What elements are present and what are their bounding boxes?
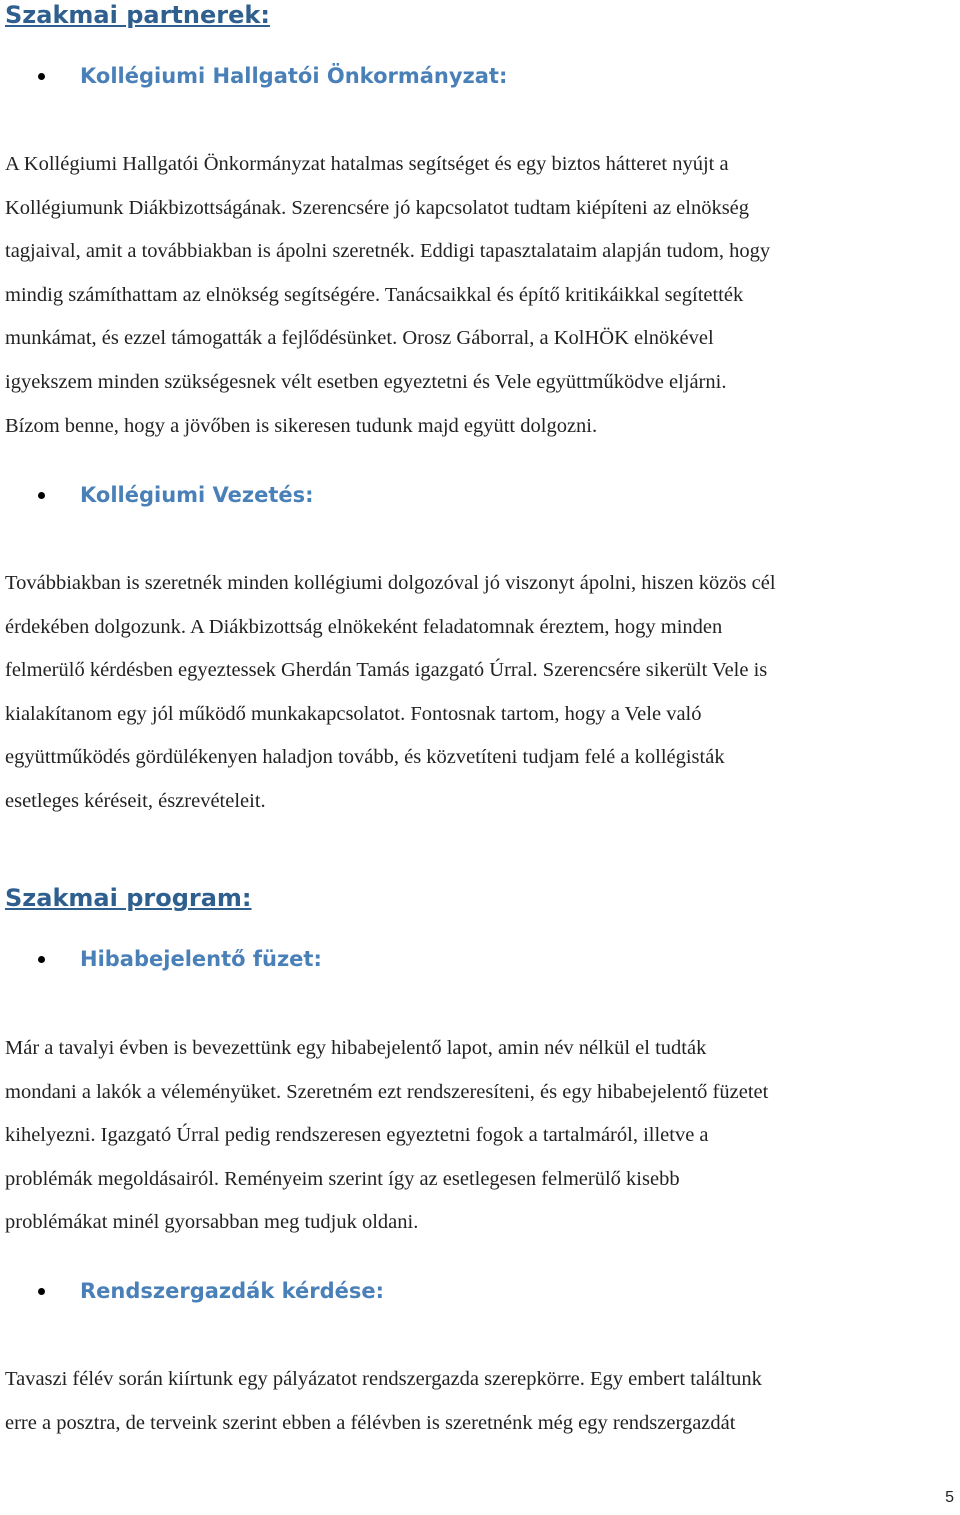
paragraph-line: Már a tavalyi évben is bevezettünk egy hibabejelentő lapot, amin név nélkül el tudták xyxy=(5,1037,707,1059)
paragraph-line: esetleges kéréseit, észrevételeit. xyxy=(5,789,266,812)
paragraph-line: Kollégiumunk Diákbizottságának. Szerencsére jó kapcsolatot tudtam kiépíteni az elnökség xyxy=(5,196,750,219)
paragraph-kollegiumi-vezetes xyxy=(5,562,957,824)
paragraph-line: Bízom benne, hogy a jövőben is sikeresen tudunk majd együtt dolgozni. xyxy=(5,414,598,437)
paragraph-line: kihelyezni. Igazgató Úrral pedig rendszeresen egyeztetni fogok a tartalmáról, illetve a xyxy=(5,1124,709,1147)
paragraph-line: kialakítanom egy jól működő munkakapcsolatot. Fontosnak tartom, hogy a Vele való xyxy=(5,702,702,725)
bullet-icon xyxy=(38,956,45,963)
subsection-title-kolhok: Kollégiumi Hallgatói Önkormányzat: xyxy=(80,64,508,88)
paragraph-line: munkámat, és ezzel támogatták a fejlődésünket. Orosz Gáborral, a KolHÖK elnökével xyxy=(5,327,714,350)
subsection-title-rendszergazdak-kerdese: Rendszergazdák kérdése: xyxy=(80,1279,385,1303)
paragraph-line: Továbbiakban is szeretnék minden kollégiumi dolgozóval jó viszonyt ápolni, hiszen közös cél xyxy=(5,572,776,594)
bullet-item xyxy=(0,1275,960,1307)
paragraph-rendszergazdak-kerdese xyxy=(5,1358,957,1445)
paragraph-kolhok xyxy=(5,143,957,448)
subsection-title-hibabejelento-fuzet: Hibabejelentő füzet: xyxy=(80,947,322,971)
paragraph-line: mondani a lakók a véleményüket. Szeretném ezt rendszeresíteni, és egy hibabejelentő füzetet xyxy=(5,1080,769,1103)
bullet-item xyxy=(0,60,960,92)
section-heading-szakmai-program: Szakmai program: xyxy=(5,884,252,912)
paragraph-line: tagjaival, amit a továbbiakban is ápolni szeretnék. Eddigi tapasztalataim alapján tudom, hogy xyxy=(5,240,771,263)
paragraph-line: érdekében dolgozunk. A Diákbizottság elnökeként feladatomnak éreztem, hogy minden xyxy=(5,615,723,638)
bullet-icon xyxy=(38,73,45,80)
paragraph-line: együttműködés gördülékenyen haladjon tovább, és közvetíteni tudjam felé a kollégisták xyxy=(5,746,725,769)
paragraph-line: felmerülő kérdésben egyeztessek Gherdán Tamás igazgató Úrral. Szerencsére sikerült Vele is xyxy=(5,659,768,682)
section-heading-szakmai-partnerek: Szakmai partnerek: xyxy=(5,1,270,29)
paragraph-line: mindig számíthattam az elnökség segítségére. Tanácsaikkal és építő kritikáikkal segítették xyxy=(5,283,744,306)
bullet-item xyxy=(0,479,960,511)
paragraph-hibabejelento-fuzet xyxy=(5,1027,957,1245)
paragraph-line: A Kollégiumi Hallgatói Önkormányzat hatalmas segítséget és egy biztos hátteret nyújt a xyxy=(5,153,729,175)
paragraph-line: igyekszem minden szükségesnek vélt esetben egyeztetni és Vele együttműködve eljárni. xyxy=(5,370,727,393)
paragraph-line: problémák megoldásairól. Reményeim szerint így az esetlegesen felmerülő kisebb xyxy=(5,1167,680,1190)
bullet-icon xyxy=(38,492,45,499)
page-number: 5 xyxy=(945,1489,954,1506)
bullet-icon xyxy=(38,1288,45,1295)
bullet-item xyxy=(0,943,960,975)
paragraph-line: Tavaszi félév során kiírtunk egy pályázatot rendszergazda szerepkörre. Egy embert találtunk xyxy=(5,1368,762,1390)
paragraph-line: problémákat minél gyorsabban meg tudjuk oldani. xyxy=(5,1211,419,1234)
paragraph-line: erre a posztra, de terveink szerint ebben a félévben is szeretnénk még egy rendszergazdát xyxy=(5,1411,736,1434)
subsection-title-kollegiumi-vezetes: Kollégiumi Vezetés: xyxy=(80,483,314,507)
